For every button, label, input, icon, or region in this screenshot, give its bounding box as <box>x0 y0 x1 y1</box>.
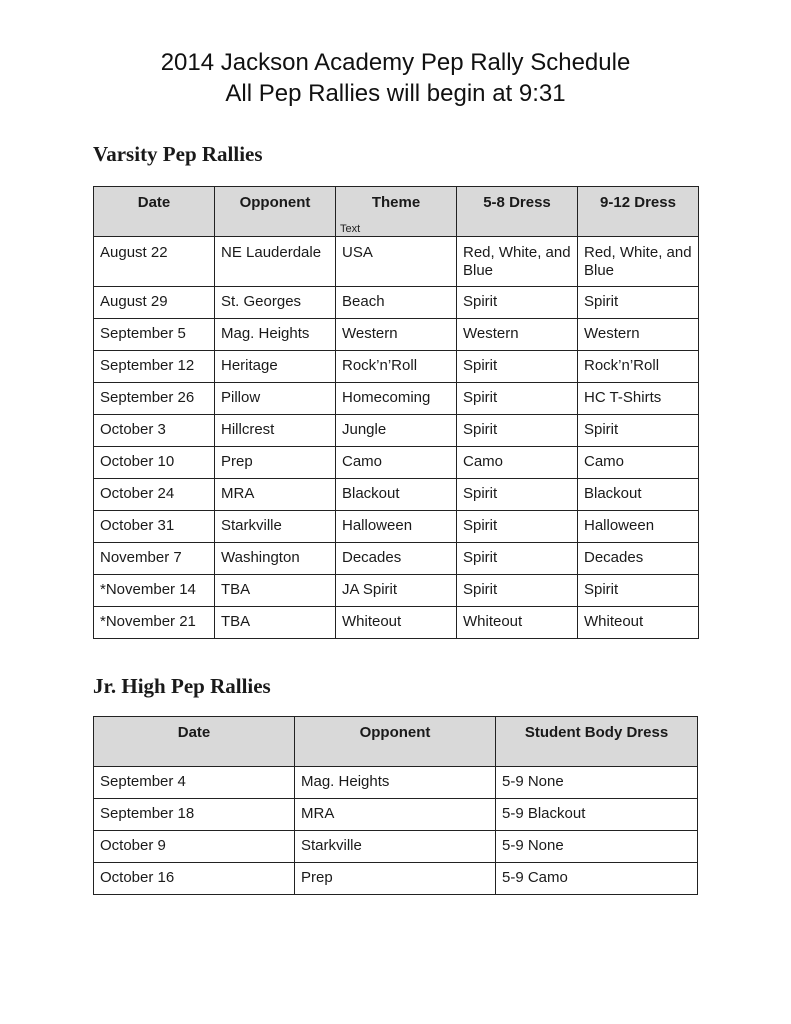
date-cell: August 22 <box>94 237 215 287</box>
table-row <box>94 863 698 895</box>
varsity-header-row <box>94 187 699 237</box>
varsity-col-theme <box>336 187 457 237</box>
varsity-col-theme-label: Theme <box>371 194 421 211</box>
dress-5-8-cell: Spirit <box>457 383 578 415</box>
jr-high-col-date: Date <box>94 717 295 767</box>
opponent-cell: Hillcrest <box>215 415 336 447</box>
table-row <box>94 575 699 607</box>
dress-5-8-cell: Whiteout <box>457 607 578 639</box>
page-title: 2014 Jackson Academy Pep Rally Schedule <box>160 49 631 76</box>
dress-5-8-cell: Spirit <box>457 575 578 607</box>
opponent-cell: Washington <box>215 543 336 575</box>
theme-cell: USA <box>336 237 457 287</box>
date-cell: October 31 <box>94 511 215 543</box>
theme-cell: JA Spirit <box>336 575 457 607</box>
table-row <box>94 511 699 543</box>
varsity-table <box>93 186 699 639</box>
opponent-cell: Prep <box>295 863 496 895</box>
jr-high-heading: Jr. High Pep Rallies <box>93 674 271 698</box>
dress-9-12-cell: Spirit <box>578 287 699 319</box>
opponent-cell: Mag. Heights <box>295 767 496 799</box>
date-cell: October 9 <box>94 831 295 863</box>
table-row <box>94 543 699 575</box>
date-cell: October 24 <box>94 479 215 511</box>
dress-5-8-cell: Western <box>457 319 578 351</box>
theme-cell: Camo <box>336 447 457 479</box>
varsity-heading: Varsity Pep Rallies <box>93 142 263 166</box>
dress-9-12-cell: Whiteout <box>578 607 699 639</box>
dress-9-12-cell: Red, White, and Blue <box>578 237 699 287</box>
table-row <box>94 767 698 799</box>
jr-high-col-dress: Student Body Dress <box>496 717 698 767</box>
varsity-col-dress-9-12: 9-12 Dress <box>578 187 699 237</box>
opponent-cell: TBA <box>215 575 336 607</box>
date-cell: September 18 <box>94 799 295 831</box>
opponent-cell: Mag. Heights <box>215 319 336 351</box>
theme-cell: Halloween <box>336 511 457 543</box>
opponent-cell: St. Georges <box>215 287 336 319</box>
theme-cell: Western <box>336 319 457 351</box>
dress-5-8-cell: Spirit <box>457 511 578 543</box>
table-row <box>94 415 699 447</box>
dress-5-8-cell: Spirit <box>457 543 578 575</box>
dress-5-8-cell: Spirit <box>457 479 578 511</box>
date-cell: September 12 <box>94 351 215 383</box>
table-row <box>94 479 699 511</box>
student-dress-cell: 5-9 None <box>496 767 698 799</box>
date-cell: September 5 <box>94 319 215 351</box>
opponent-cell: MRA <box>215 479 336 511</box>
theme-cell: Decades <box>336 543 457 575</box>
table-row <box>94 351 699 383</box>
dress-9-12-cell: Spirit <box>578 415 699 447</box>
page-subtitle: All Pep Rallies will begin at 9:31 <box>225 80 566 107</box>
dress-5-8-cell: Spirit <box>457 287 578 319</box>
dress-9-12-cell: Halloween <box>578 511 699 543</box>
date-cell: October 3 <box>94 415 215 447</box>
dress-9-12-cell: Blackout <box>578 479 699 511</box>
date-cell: September 4 <box>94 767 295 799</box>
opponent-cell: Pillow <box>215 383 336 415</box>
jr-high-header-row <box>94 717 698 767</box>
theme-text-sublabel: Text <box>340 223 361 235</box>
table-row <box>94 383 699 415</box>
varsity-col-date: Date <box>94 187 215 237</box>
table-row <box>94 831 698 863</box>
theme-cell: Blackout <box>336 479 457 511</box>
opponent-cell: Starkville <box>215 511 336 543</box>
table-row <box>94 799 698 831</box>
jr-high-col-opponent: Opponent <box>295 717 496 767</box>
dress-5-8-cell: Spirit <box>457 415 578 447</box>
dress-9-12-cell: Spirit <box>578 575 699 607</box>
theme-cell: Homecoming <box>336 383 457 415</box>
theme-cell: Jungle <box>336 415 457 447</box>
theme-cell: Beach <box>336 287 457 319</box>
opponent-cell: TBA <box>215 607 336 639</box>
table-row <box>94 447 699 479</box>
opponent-cell: MRA <box>295 799 496 831</box>
student-dress-cell: 5-9 Blackout <box>496 799 698 831</box>
dress-9-12-cell: Western <box>578 319 699 351</box>
dress-5-8-cell: Spirit <box>457 351 578 383</box>
date-cell: October 10 <box>94 447 215 479</box>
dress-5-8-cell: Camo <box>457 447 578 479</box>
dress-9-12-cell: Rock’n’Roll <box>578 351 699 383</box>
table-row <box>94 319 699 351</box>
date-cell: September 26 <box>94 383 215 415</box>
theme-cell: Whiteout <box>336 607 457 639</box>
dress-9-12-cell: Decades <box>578 543 699 575</box>
student-dress-cell: 5-9 Camo <box>496 863 698 895</box>
table-row <box>94 287 699 319</box>
opponent-cell: Starkville <box>295 831 496 863</box>
date-cell: *November 14 <box>94 575 215 607</box>
dress-9-12-cell: Camo <box>578 447 699 479</box>
varsity-col-opponent: Opponent <box>215 187 336 237</box>
theme-cell: Rock’n’Roll <box>336 351 457 383</box>
opponent-cell: Heritage <box>215 351 336 383</box>
opponent-cell: NE Lauderdale <box>215 237 336 287</box>
student-dress-cell: 5-9 None <box>496 831 698 863</box>
date-cell: August 29 <box>94 287 215 319</box>
dress-5-8-cell: Red, White, and Blue <box>457 237 578 287</box>
date-cell: October 16 <box>94 863 295 895</box>
jr-high-table <box>93 716 698 895</box>
date-cell: November 7 <box>94 543 215 575</box>
dress-9-12-cell: HC T-Shirts <box>578 383 699 415</box>
varsity-col-dress-5-8: 5-8 Dress <box>457 187 578 237</box>
date-cell: *November 21 <box>94 607 215 639</box>
table-row <box>94 607 699 639</box>
table-row <box>94 237 699 287</box>
opponent-cell: Prep <box>215 447 336 479</box>
